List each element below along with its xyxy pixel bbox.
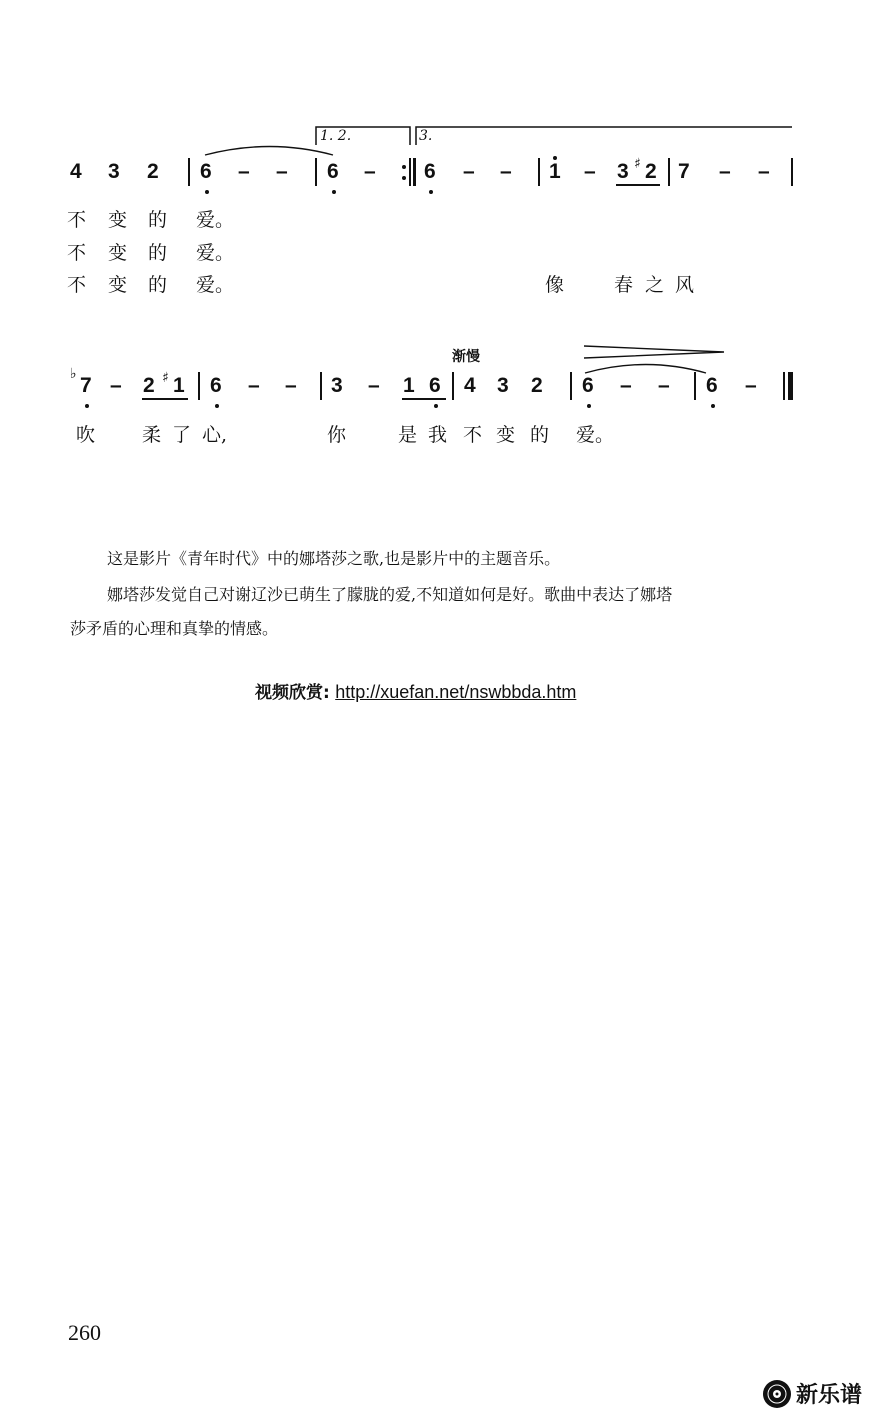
lyric: 心,: [202, 424, 228, 446]
note: 3: [108, 160, 120, 183]
lyric: 变: [496, 424, 516, 446]
video-label: 视频欣赏:: [255, 683, 330, 703]
lyric: 爱。: [196, 242, 235, 264]
dash: –: [463, 160, 475, 183]
lyric: 不: [463, 424, 483, 446]
note: 6: [424, 160, 436, 183]
lyric: 变: [108, 242, 128, 264]
dash: –: [238, 160, 250, 183]
final-barline-thick: [788, 372, 793, 400]
note: 2: [143, 374, 155, 397]
note: 3: [497, 374, 509, 397]
site-logo: [762, 1378, 862, 1409]
low-octave-dot: [711, 404, 715, 408]
dash: –: [248, 374, 260, 397]
volta-1-label: 1. 2.: [320, 128, 352, 144]
note: 4: [464, 374, 476, 397]
video-url-link[interactable]: http://xuefan.net/nswbbda.htm: [335, 682, 577, 702]
note: 7: [678, 160, 690, 183]
dash: –: [758, 160, 770, 183]
lyric: 的: [148, 242, 168, 264]
barline: [570, 372, 572, 400]
note: 7: [80, 374, 92, 397]
dash: –: [368, 374, 380, 397]
lyric: 像: [545, 274, 565, 296]
description-line: 这是影片《青年时代》中的娜塔莎之歌,也是影片中的主题音乐。: [107, 549, 561, 568]
low-octave-dot: [215, 404, 219, 408]
lyric: 是: [398, 424, 418, 446]
lyric: 之: [645, 274, 665, 296]
lyric: 爱。: [196, 209, 235, 231]
lyric: 你: [327, 424, 347, 446]
dash: –: [584, 160, 596, 183]
dash: –: [285, 374, 297, 397]
lyric: 不: [67, 242, 87, 264]
lyric: 柔: [142, 424, 162, 446]
vinyl-record-icon: [762, 1379, 792, 1409]
dash: –: [719, 160, 731, 183]
lyric: 不: [67, 209, 87, 231]
note: 6: [200, 160, 212, 183]
note: 6: [706, 374, 718, 397]
barline: [452, 372, 454, 400]
lyric: 的: [530, 424, 550, 446]
sharp-sign: ♯: [634, 156, 641, 172]
barline: [320, 372, 322, 400]
eighth-underline: [402, 398, 446, 400]
dash: –: [745, 374, 757, 397]
lyric: 风: [675, 274, 695, 296]
note: 1: [173, 374, 185, 397]
volta-2-label: 3.: [419, 128, 433, 144]
low-octave-dot: [85, 404, 89, 408]
note: 1: [403, 374, 415, 397]
note: 6: [327, 160, 339, 183]
dash: –: [500, 160, 512, 183]
description-line: 莎矛盾的心理和真挚的情感。: [70, 619, 279, 638]
dash: –: [658, 374, 670, 397]
note: 3: [617, 160, 629, 183]
lyric: 春: [614, 274, 634, 296]
note: 3: [331, 374, 343, 397]
low-octave-dot: [587, 404, 591, 408]
lyric: 吹: [76, 424, 96, 446]
lyric: 爱。: [196, 274, 235, 296]
note: 4: [70, 160, 82, 183]
note: 2: [531, 374, 543, 397]
barline: [694, 372, 696, 400]
note: 6: [210, 374, 222, 397]
lyric: 不: [67, 274, 87, 296]
eighth-underline: [142, 398, 188, 400]
description-line: 娜塔莎发觉自己对谢辽沙已萌生了朦胧的爱,不知道如何是好。歌曲中表达了娜塔: [107, 585, 673, 604]
note: 1: [549, 160, 561, 183]
low-octave-dot: [434, 404, 438, 408]
lyric: 变: [108, 209, 128, 231]
barline: [198, 372, 200, 400]
lyric: 变: [108, 274, 128, 296]
note: 6: [582, 374, 594, 397]
page-number: 260: [68, 1320, 101, 1345]
lyric: 了: [172, 424, 192, 446]
dash: –: [620, 374, 632, 397]
logo-text: 新乐谱: [796, 1383, 863, 1408]
lyric: 爱。: [576, 424, 615, 446]
lyric: 我: [428, 424, 448, 446]
note: 6: [429, 374, 441, 397]
flat-sign: ♭: [70, 366, 77, 382]
video-link-row: [255, 678, 576, 703]
note: 2: [147, 160, 159, 183]
sharp-sign: ♯: [162, 370, 169, 386]
note: 2: [645, 160, 657, 183]
lyric: 的: [148, 274, 168, 296]
lyric: 的: [148, 209, 168, 231]
dash: –: [364, 160, 376, 183]
dash: –: [276, 160, 288, 183]
tempo-marking: 渐慢: [452, 349, 480, 365]
final-barline: [783, 372, 785, 400]
dash: –: [110, 374, 122, 397]
